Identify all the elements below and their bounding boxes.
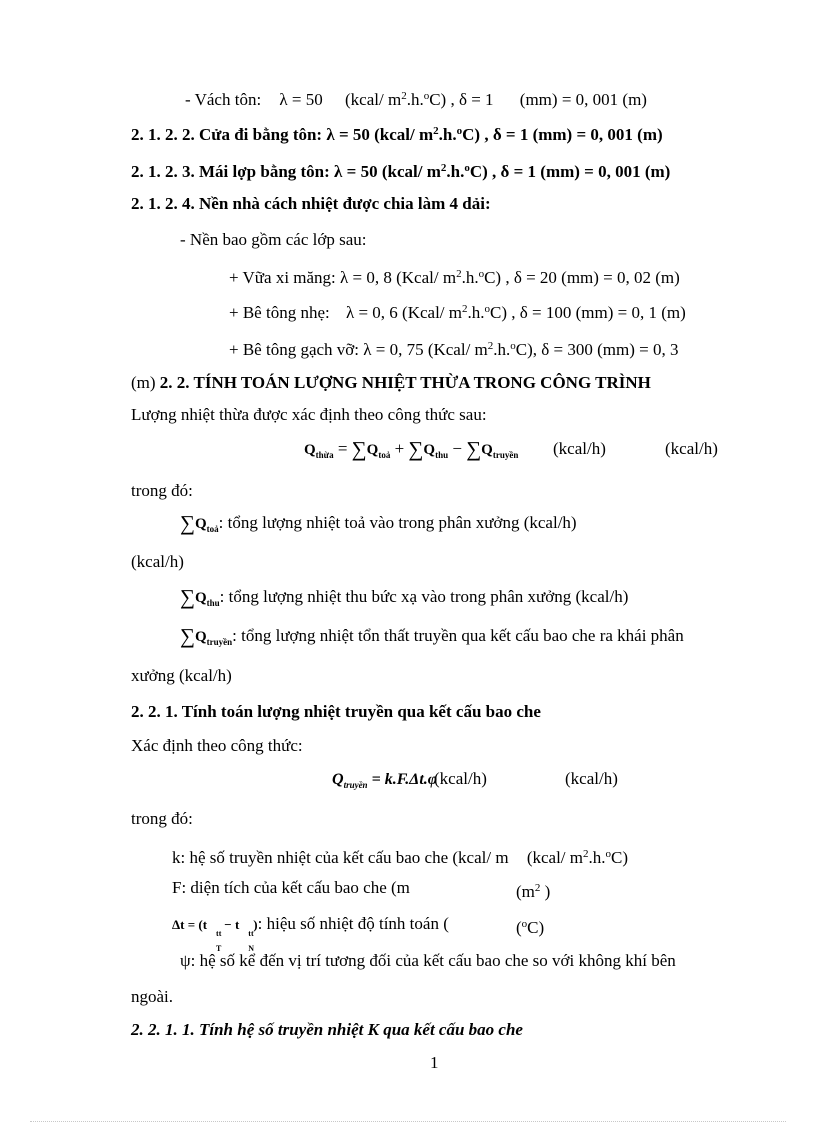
layer-be-tong-nhe: + Bê tông nhẹ: λ = 0, 6 (Kcal/ $m^2.h.^oC$) , δ = 100 (mm) = 0, 1 (m) (229, 303, 686, 322)
layer-be-tong-gach-vo: + Bê tông gạch vỡ: λ = 0, 75 (Kcal/ $m^2.h.^oC$), δ = 300 (mm) = 0, 3 (229, 340, 679, 359)
section-2-1-2-2: 2. 1. 2. 2. Cửa đi bằng tôn: λ = 50 (kcal/ $m^2.h.^oC$) , δ = 1 (mm) = 0, 001 (m) (131, 125, 663, 144)
equation-1-unit-b: (kcal/h) (665, 439, 718, 458)
unit-kcal-h: (kcal/h) (131, 552, 184, 571)
page-number: 1 (430, 1053, 439, 1072)
xuong-kcal-h: xưởng (kcal/h) (131, 666, 232, 685)
def-q-thu: $\sum Q_{thu}$: tổng lượng nhiệt thu bức xạ vào trong phân xưởng (kcal/h) (180, 585, 629, 609)
def-f: F: diện tích của kết cấu bao che (m (172, 878, 410, 897)
ngoai: ngoài. (131, 987, 174, 1006)
vach-ton-line: - Vách tôn: λ = 50 (kcal/ $m^2.h.^oC$) , δ = 1 (mm) = 0, 001 (m) (185, 90, 647, 109)
equation-q-truyen: $Q_{truyền} = k.F.\Delta t.\varphi$ (332, 771, 438, 790)
section-2-2-heading: (m) 2. 2. TÍNH TOÁN LƯỢNG NHIỆT THỪA TRONG CÔNG TRÌNH (131, 373, 651, 392)
def-delta-t-unit: ($^o$C) (516, 918, 545, 937)
layer-vua-xi-mang: + Vữa xi măng: λ = 0, 8 (Kcal/ $m^2.h.^oC$) , δ = 20 (mm) = 0, 02 (m) (229, 268, 680, 287)
section-2-2-1: 2. 2. 1. Tính toán lượng nhiệt truyền qua kết cấu bao che (131, 702, 541, 721)
equation-2-unit-a: (kcal/h) (434, 769, 487, 788)
luong-nhiet-thua-intro: Lượng nhiệt thừa được xác định theo công thức sau: (131, 405, 487, 424)
section-2-2-1-1: 2. 2. 1. 1. Tính hệ số truyền nhiệt K qua kết cấu bao che (131, 1020, 523, 1039)
def-psi: ψ: hệ số kể đến vị trí tương đối của kết cấu bao che so với không khí bên (180, 951, 676, 970)
page-bottom-border (30, 1121, 786, 1122)
def-k: k: hệ số truyền nhiệt của kết cấu bao che (kcal/ m (kcal/ $m^2.h.^oC$) (172, 848, 628, 867)
def-q-truyen: $\sum Q_{truyền}$: tổng lượng nhiệt tổn thất truyền qua kết cấu bao che ra khái phân (180, 624, 684, 648)
equation-1-unit-a: (kcal/h) (553, 439, 606, 458)
def-delta-t: Δt = (t tt T − t tt N ): hiệu số nhiệt độ tính toán ( (172, 914, 449, 953)
nen-bao-gom: - Nền bao gồm các lớp sau: (180, 230, 367, 249)
def-q-toa: $\sum Q_{toả}$: tổng lượng nhiệt toả vào trong phân xưởng (kcal/h) (180, 511, 577, 535)
def-f-unit: ($m^2$ ) (516, 882, 551, 901)
trong-do-1: trong đó: (131, 481, 193, 500)
equation-2-unit-b: (kcal/h) (565, 769, 618, 788)
equation-q-thua: $Q_{thừa} = \sum Q_{toả} + \sum Q_{thu} - \sum Q_{truyền}$ (304, 437, 519, 461)
trong-do-2: trong đó: (131, 809, 193, 828)
section-2-1-2-3: 2. 1. 2. 3. Mái lợp bằng tôn: λ = 50 (kcal/ $m^2.h.^oC$) , δ = 1 (mm) = 0, 001 (m) (131, 162, 671, 181)
xac-dinh-cong-thuc: Xác định theo công thức: (131, 736, 303, 755)
section-2-1-2-4: 2. 1. 2. 4. Nền nhà cách nhiệt được chia làm 4 dải: (131, 194, 491, 213)
